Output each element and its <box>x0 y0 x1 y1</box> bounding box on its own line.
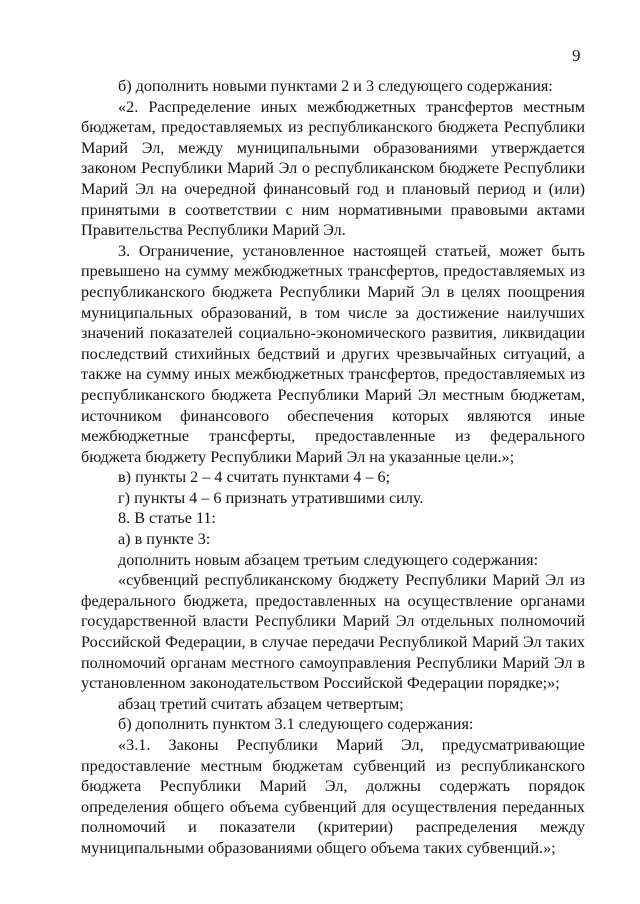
paragraph-amendment-b-3-1: б) дополнить пунктом 3.1 следующего содержания: <box>118 715 474 734</box>
paragraph-amendment-v: в) пункты 2 – 4 считать пунктами 4 – 6; <box>118 468 391 487</box>
paragraph-article-11: 8. В статье 11: <box>118 509 217 528</box>
paragraph-add-third-abzac: дополнить новым абзацем третьим следующего содержания: <box>118 550 539 569</box>
paragraph-point-2: «2. Распределение иных межбюджетных трансфертов местным бюджетам, предоставляемых из республиканского бюджета Республики Марий Эл, между муниципальными образованиями утверждается законом Республики Марий Эл о республиканском бюджете Республики Марий Эл на очередной финансовый год и плановый период и (или) принятыми в соответствии с ним нормативными правовыми актами Правительства Республики Марий Эл. <box>81 97 585 240</box>
page-number: 9 <box>572 46 581 65</box>
paragraph-renumber-abzac: абзац третий считать абзацем четвертым; <box>118 694 404 713</box>
paragraph-item-a: а) в пункте 3: <box>118 530 211 549</box>
paragraph-point-3-1: «3.1. Законы Республики Марий Эл, предусматривающие предоставление местным бюджетам субвенций из республиканского бюджета Республики Марий Эл, должны содержать порядок определения общего объема субвенций для осуществления переданных полномочий и показатели (критерии) распределения между муниципальными образованиями общего объема таких субвенций.»; <box>81 736 585 857</box>
paragraph-amendment-b: б) дополнить новыми пунктами 2 и 3 следующего содержания: <box>118 77 553 95</box>
paragraph-point-3: 3. Ограничение, установленное настоящей статьей, может быть превышено на сумму межбюджетных трансфертов, предоставляемых из республиканского бюджета Республики Марий Эл в целях поощрения муниципальных образований, в том числе за достижение наилучших значений показателей социально-экономического развития, ликвидации последствий стихийных бедствий и других чрезвычайных ситуаций, а также на сумму иных межбюджетных трансфертов, предоставляемых из республиканского бюджета Республики Марий Эл местным бюджетам, источником финансового обеспечения которых являются иные межбюджетные трансферты, предоставленные из федерального бюджета бюджету Республики Марий Эл на указанные цели.»; <box>81 241 585 466</box>
document-body <box>81 76 585 859</box>
paragraph-amendment-g: г) пункты 4 – 6 признать утратившими силу. <box>118 488 424 507</box>
paragraph-subventions-quote: «субвенций республиканскому бюджету Республики Марий Эл из федерального бюджета, предоставленных на осуществление органами государственной власти Республики Марий Эл отдельных полномочий Российской Федерации, в случае передачи Республикой Марий Эл таких полномочий органам местного самоуправления Республики Марий Эл в установленном законодательством Российской Федерации порядке;»; <box>81 571 585 693</box>
